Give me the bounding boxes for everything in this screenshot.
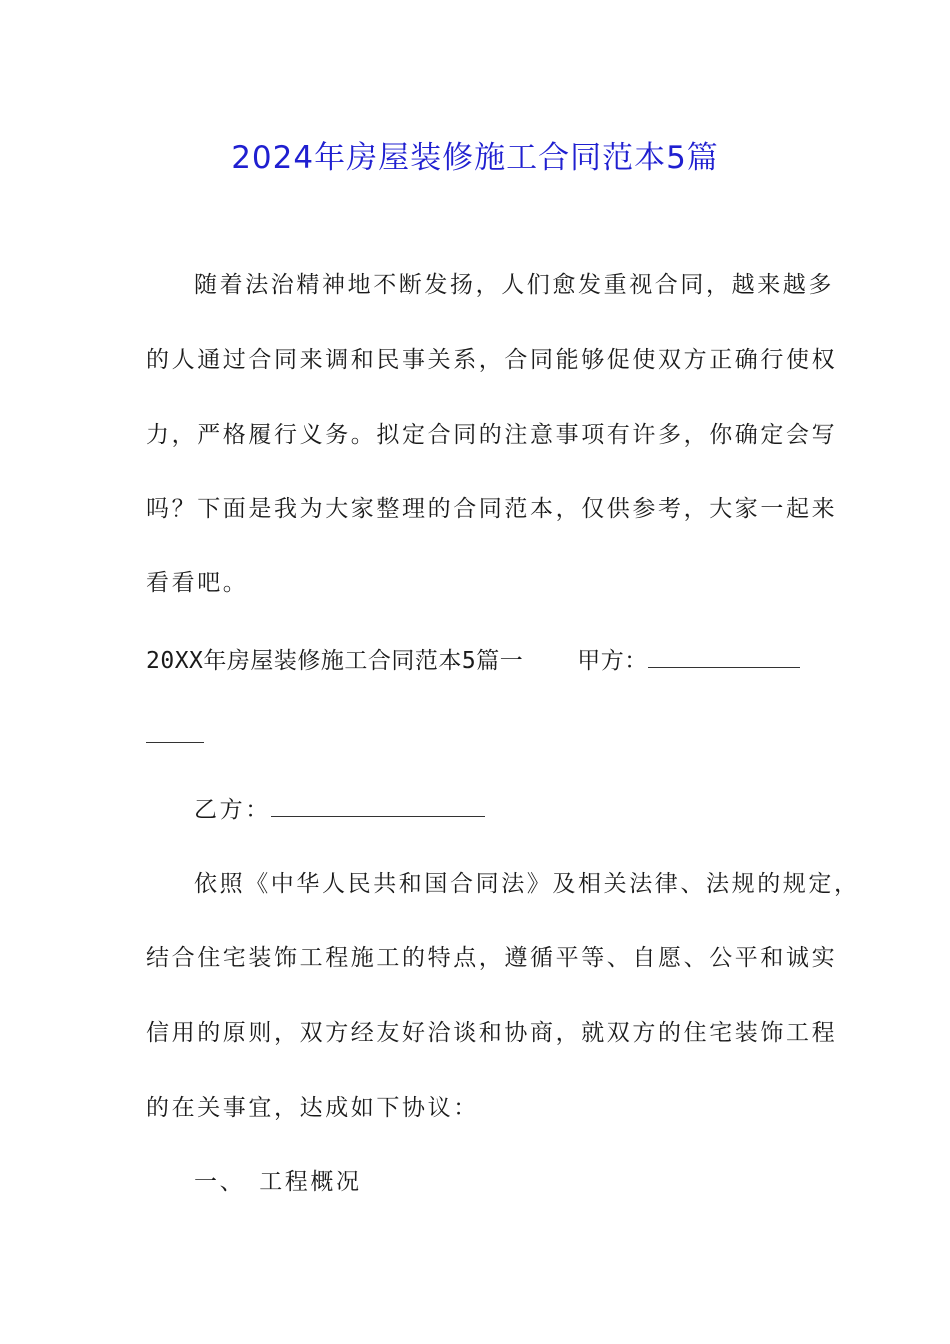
clause-title: 工程概况 (259, 1169, 362, 1195)
party-a-blank-continued-row (146, 720, 204, 751)
intro-line-5: 看看吧。 (146, 570, 249, 596)
basis-line-4: 的在关事宜，达成如下协议： (146, 1095, 479, 1121)
clause-heading (194, 1167, 362, 1197)
party-a-label: 甲方： (577, 648, 648, 674)
intro-line-1: 随着法治精神地不断发扬，人们愈发重视合同，越来越多 (194, 272, 834, 298)
clause-number: 一、 (194, 1169, 246, 1195)
document-title: 2024年房屋装修施工合同范本5篇 (231, 140, 719, 176)
basis-line-2: 结合住宅装饰工程施工的特点，遵循平等、自愿、公平和诚实 (146, 945, 838, 971)
party-b-label: 乙方： (194, 797, 271, 823)
intro-line-3: 力，严格履行义务。拟定合同的注意事项有许多，你确定会写 (146, 422, 838, 448)
intro-line-2: 的人通过合同来调和民事关系，合同能够促使双方正确行使权 (146, 347, 838, 373)
party-b-blank (271, 794, 485, 817)
section-heading-row (146, 645, 800, 676)
party-a-blank-continued (146, 720, 204, 743)
basis-line-1: 依照《中华人民共和国合同法》及相关法律、法规的规定， (194, 871, 860, 897)
basis-line-3: 信用的原则，双方经友好洽谈和协商，就双方的住宅装饰工程 (146, 1020, 838, 1046)
section-heading: 20XX年房屋装修施工合同范本5篇一 (146, 648, 524, 674)
party-b-row (194, 794, 485, 825)
intro-line-4: 吗？下面是我为大家整理的合同范本，仅供参考，大家一起来 (146, 496, 838, 522)
party-a-blank (648, 645, 800, 668)
